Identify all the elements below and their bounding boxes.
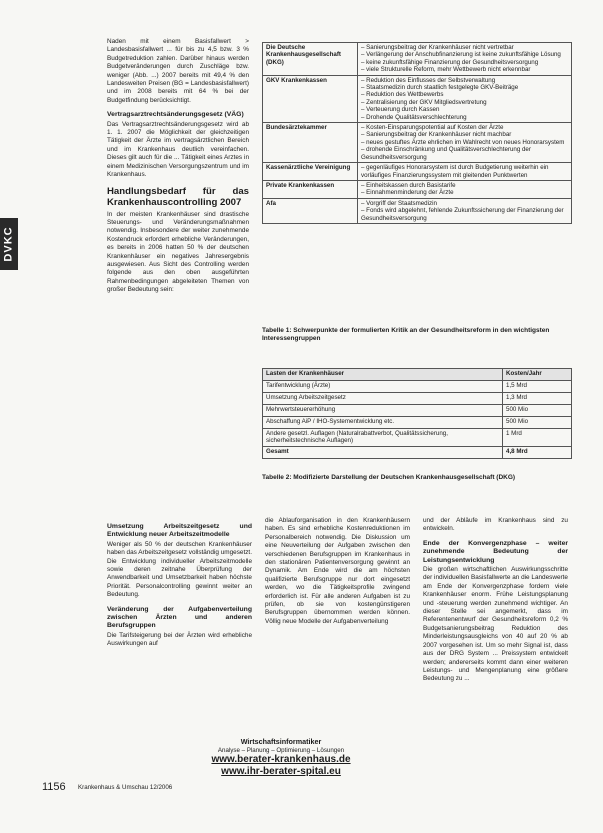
list-item: – Kosten-Einsparungspotential auf Kosten der Ärzte — [361, 124, 568, 131]
table-row — [263, 369, 572, 381]
cost-value: 500 Mio — [503, 405, 572, 417]
paragraph: Das Vertragsarztrechtsänderungsgesetz wird ab 1. 1. 2007 die Möglichkeit der gleichzeitigen Tätigkeit der Ärzte im vertragsärztlichen Bereich und im Krankenhaus deutlich vereinfachen. Dieses gilt auch für die ... Tätigkeit eines Arztes in einem Medizinischen Versorgungszentrum und im Krankenhaus. — [107, 120, 249, 179]
row-key: Kassenärztliche Vereinigung — [263, 163, 358, 181]
section-tab — [0, 218, 18, 270]
column-middle-bottom — [265, 517, 410, 628]
journal-name: Krankenhaus & Umschau 12/2006 — [78, 784, 173, 791]
list-item: – Verlängerung der Anschubfinanzierung ist keine zukunftsfähige Lösung — [361, 51, 568, 58]
list-item: – Drohende Qualitätsverschlechterung — [361, 114, 568, 121]
row-key: Private Krankenkassen — [263, 180, 358, 198]
paragraph: Die Tarifsteigerung bei der Ärzten wird erhebliche Auswirkungen auf — [107, 631, 252, 648]
list-item: – drohende Einschränkung und Qualitätsverschlechterung der Gesundheitsversorgung — [361, 146, 568, 161]
cost-item: Mehrwertsteuererhöhung — [263, 405, 503, 417]
ad-tagline: Analyse – Planung – Optimierung – Lösungen — [217, 747, 345, 754]
list-item: – Sanierungsbeitrag der Krankenhäuser nicht machbar — [361, 131, 568, 138]
list-item: – Einnahmenminderung der Ärzte — [361, 189, 568, 196]
cost-value: 1,3 Mrd — [503, 393, 572, 405]
page-number: 1156 — [42, 781, 66, 793]
table-row — [263, 417, 572, 429]
table-row — [263, 163, 572, 181]
subheading: Umsetzung Arbeitszeitgesetz und Entwicklung neuer Arbeitszeitmodelle — [107, 523, 252, 539]
list-item: – keine zukunftsfähige Finanzierung der Gesundheitsversorgung — [361, 59, 568, 66]
list-item: – neues gestuftes Ärzte ehrlichen im Wahlrecht von neues Honorarsystem — [361, 139, 568, 146]
paragraph: In der meisten Krankenhäuser sind drastische Steuerungs- und Veränderungsmaßnahmen notwendig. Insbesondere der weiter zunehmende Kostendruck erfordert erhebliche Veränderungen, es bereits in 2006 hatten 50 % der deutschen Krankenhäuser ein negatives Jahresergebnis ausgewiesen. Aus Sicht des Controlling werden folgende aus den oben ausgeführten Rahmenbedingungen abgeleiteten Themen von großer Bedeutung sein: — [107, 210, 249, 294]
cost-value: Kosten/Jahr — [503, 369, 572, 381]
column-right-bottom — [423, 517, 568, 686]
row-items — [358, 123, 572, 163]
table-criticism — [262, 42, 572, 224]
list-item: – Reduktion des Einflusses der Selbstverwaltung — [361, 77, 568, 84]
cost-value: 4,8 Mrd — [503, 446, 572, 458]
row-key: Bundesärztekammer — [263, 123, 358, 163]
table-caption: Tabelle 2: Modifizierte Darstellung der Deutschen Krankenhausgesellschaft (DKG) — [262, 474, 516, 481]
table-row — [263, 198, 572, 223]
cost-item: Lasten der Krankenhäuser — [263, 369, 503, 381]
table-row — [263, 446, 572, 458]
paragraph: die Ablauforganisation in den Krankenhäusern haben. Es sind erhebliche Kostenreduktionen im Personalbereich notwendig. Die Diskussion um eine Neuverteilung der Aufgaben zwischen den verschiedenen Berufsgruppen im Krankenhaus in den stationären Patientenversorgung gewinnt an Dynamik. Am Ende wird die am höchsten qualifizierte Berufsgruppe nur dort eingesetzt werden, wo die Tätigkeitsprofile zwingend erforderlich ist. Für alle anderen Aufgaben ist zu prüfen, ob sie von kostengünstigeren Berufsgruppen übernommen werden können. Völlig neue Modelle der Aufgabenverteilung — [265, 517, 410, 625]
list-item: – gegenläufiges Honorarsystem ist durch Budgetierung weiterhin ein vorläufiges Finanzierungssystem mit gleitenden Punktwerten — [361, 164, 568, 179]
column-left-top — [107, 38, 249, 297]
table-row — [263, 381, 572, 393]
list-item: – Vorgriff der Staatsmedizin — [361, 200, 568, 207]
cost-value: 1,5 Mrd — [503, 381, 572, 393]
row-key: GKV Krankenkassen — [263, 75, 358, 122]
table-row — [263, 405, 572, 417]
cost-item: Tarifentwicklung (Ärzte) — [263, 381, 503, 393]
subheading: Vertragsarztrechtsänderungsgesetz (VÄG) — [107, 111, 244, 119]
row-key: Afa — [263, 198, 358, 223]
table-costs — [262, 368, 572, 459]
cost-item: Umsetzung Arbeitszeitgesetz — [263, 393, 503, 405]
list-item: – Staatsmedizin durch staatlich festgelegte GKV-Beiträge — [361, 84, 568, 91]
table-caption: Tabelle 1: Schwerpunkte der formulierten Kritik an der Gesundheitsreform in den wichtigsten Interessengruppen — [262, 327, 550, 342]
list-item: – Einheitskassen durch Basistarife — [361, 182, 568, 189]
list-item: – Fonds wird abgelehnt, fehlende Zukunftssicherung der Finanzierung der Gesundheitsversorgung — [361, 207, 568, 222]
row-items — [358, 198, 572, 223]
table-row — [263, 180, 572, 198]
list-item: – Zentralisierung der GKV Mitgliedsvertretung — [361, 99, 568, 106]
section-heading: Handlungsbedarf für das Krankenhauscontrolling 2007 — [107, 185, 249, 208]
paragraph: und der Abläufe im Krankenhaus sind zu entwickeln. — [423, 517, 568, 533]
list-item: – viele Strukturelle Reform, mehr Wettbewerb nicht erkennbar — [361, 66, 568, 73]
paragraph: Naden mit einem Basisfallwert > Landesbasisfallwert ... für bis zu 4,5 bzw. 3 % Budgetreduktion zahlen. Darüber hinaus werden Budgetveränderungen durch Zuschläge bzw. weniger (Abb. ...) 2007 bereits mit 49,4 % den Landesweiten Preisen (BG = Landesbasisfallwert) und im 2008 bereits mit 64 % bei der Budgetfindung berücksichtigt. — [107, 38, 249, 104]
cost-item: Abschaffung AiP / IHO-Systementwicklung etc. — [263, 417, 503, 429]
list-item: – Verteuerung durch Kassen — [361, 106, 568, 113]
cost-item: Andere gesetzl. Auflagen (Naturalrabattverbot, Qualitätssicherung, sicherheitstechnische Auflagen) — [263, 429, 503, 447]
ad-link[interactable]: www.ihr-berater-spital.eu — [221, 766, 341, 777]
column-left-bottom — [107, 517, 252, 651]
cost-item: Gesamt — [263, 446, 503, 458]
advertisement — [163, 737, 399, 778]
paragraph: Die großen wirtschaftlichen Auswirkungsschritte der individuellen Basisfallwerte an die Landeswerte am Ende der Konvergenzphase fordern viele Krankenhäuser enorm. Frühe Leistungsplanung und -steuerung werden zunehmend wichtiger. An dieser Stelle sei angemerkt, dass im Referentenentwurf der Gesundheitsreform 0,2 % Budgetsanierungsbeitrag Reduktion des Minderleistungsausgleichs von 40 auf 20 % ab 2007 vorgesehen ist. Um so mehr Signal ist, dass aus der DRG System ... Preissystem entwickelt werden; andererseits kommt dann einer weiteren Leistungs- und Mengenplanung eine größere Bedeutung zu ... — [423, 566, 568, 683]
table-row — [263, 429, 572, 447]
subheading: Ende der Konvergenzphase – weiter zunehmende Bedeutung der Leistungsentwicklung — [423, 539, 568, 564]
cost-value: 1 Mrd — [503, 429, 572, 447]
row-items — [358, 163, 572, 181]
paragraph: Weniger als 50 % der deutschen Krankenhäuser haben das Arbeitszeitgesetz vollständig umgesetzt. Die Entwicklung individueller Arbeitszeitmodelle sowie deren zeitnahe Überprüfung der Anwendbarkeit und Umsetzbarkeit haben höchste Priorität. Personalcontrolling gewinnt weiter an Bedeutung. — [107, 540, 252, 599]
list-item: – Reduktion des Wettbewerbs — [361, 91, 568, 98]
table-row — [263, 393, 572, 405]
row-items — [358, 43, 572, 76]
ad-title: Wirtschaftsinformatiker — [240, 737, 322, 746]
table-row — [263, 123, 572, 163]
table-row — [263, 75, 572, 122]
ad-link[interactable]: www.berater-krankenhaus.de — [211, 754, 351, 765]
subheading: Veränderung der Aufgabenverteilung zwischen Ärzten und anderen Berufsgruppen — [107, 605, 252, 630]
cost-value: 500 Mio — [503, 417, 572, 429]
table-row — [263, 43, 572, 76]
list-item: – Sanierungsbeitrag der Krankenhäuser nicht vertretbar — [361, 44, 568, 51]
row-key: Die Deutsche Krankenhausgesellschaft (DKG) — [263, 43, 358, 76]
row-items — [358, 75, 572, 122]
row-items — [358, 180, 572, 198]
section-tab-label: DVKC — [3, 226, 16, 262]
